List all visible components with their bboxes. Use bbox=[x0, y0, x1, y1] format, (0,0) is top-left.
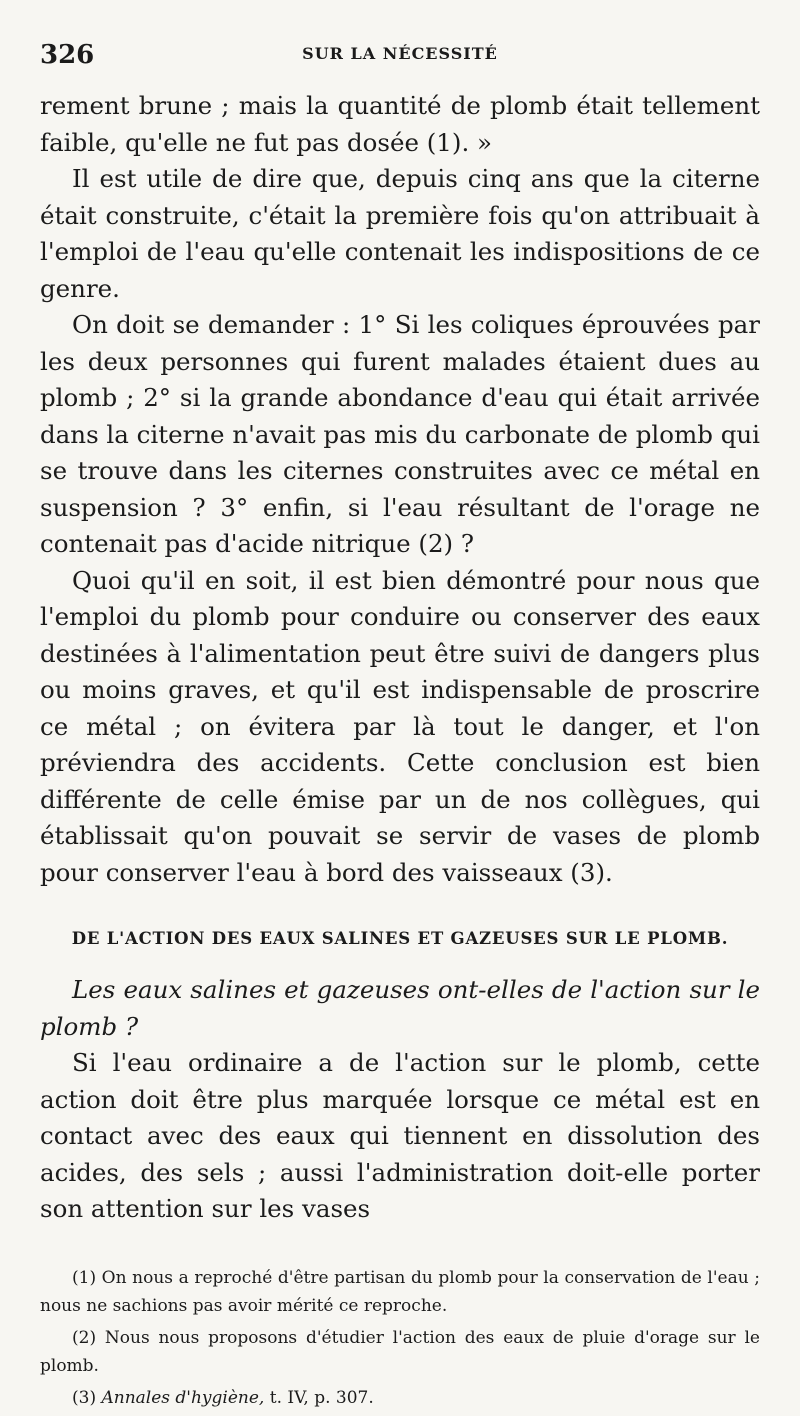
footnote-3-journal: Annales d'hygiène, bbox=[101, 1387, 265, 1408]
page-header bbox=[40, 32, 760, 72]
section-heading: DE L'ACTION DES EAUX SALINES ET GAZEUSES SUR LE PLOMB. bbox=[71, 929, 729, 948]
paragraph-questions: On doit se demander : 1° Si les coliques éprouvées par les deux personnes qui furent malades étaient dues au plomb ; 2° si la grande abondance d'eau qui était arrivée dans la citerne n'avait pas mis du carbonate de plomb qui se trouve dans les citernes construites avec ce métal en suspension ? 3° enfin, si l'eau résultant de l'orage ne contenait pas d'acide nitrique (2) ? bbox=[40, 310, 760, 558]
section-paragraph: Si l'eau ordinaire a de l'action sur le plomb, cette action doit être plus marquée lorsque ce métal est en contact avec des eaux qui tiennent en dissolution des acides, des sels ; aussi l'administration doit-elle porter son attention sur les vases bbox=[40, 1048, 760, 1223]
footnote-1: (1) On nous a reproché d'être partisan du plomb pour la conservation de l'eau ; nous ne sachions pas avoir mérité ce reproche. bbox=[40, 1267, 760, 1316]
section-question: Les eaux salines et gazeuses ont-elles de l'action sur le plomb ? bbox=[40, 975, 760, 1041]
page-number: 326 bbox=[40, 40, 95, 70]
footnote-3-reference: t. IV, p. 307. bbox=[264, 1387, 374, 1408]
book-page bbox=[40, 32, 760, 1416]
paragraph-cistern: Il est utile de dire que, depuis cinq ans que la citerne était construite, c'était la première fois qu'on attribuait à l'emploi de l'eau qu'elle contenait les indispositions de ce genre. bbox=[40, 164, 760, 303]
footnote-3-number: (3) bbox=[72, 1387, 102, 1408]
body-text bbox=[40, 88, 760, 891]
footnotes bbox=[40, 1264, 760, 1412]
section-body bbox=[40, 972, 760, 1228]
footnote-3 bbox=[40, 1384, 760, 1412]
paragraph-continuation: rement brune ; mais la quantité de plomb était tellement faible, qu'elle ne fut pas dosée (1). » bbox=[40, 91, 760, 157]
footnote-2: (2) Nous nous proposons d'étudier l'action des eaux de pluie d'orage sur le plomb. bbox=[40, 1327, 760, 1376]
paragraph-conclusion: Quoi qu'il en soit, il est bien démontré pour nous que l'emploi du plomb pour conduire ou conserver des eaux destinées à l'alimentation peut être suivi de dangers plus ou moins graves, et qu'il est indispensable de proscrire ce métal ; on évitera par là tout le danger, et l'on préviendra des accidents. Cette conclusion est bien différente de celle émise par un de nos collègues, qui établissait qu'on pouvait se servir de vases de plomb pour conserver l'eau à bord des vaisseaux (3). bbox=[40, 565, 760, 887]
running-title: SUR LA NÉCESSITÉ bbox=[302, 44, 498, 63]
